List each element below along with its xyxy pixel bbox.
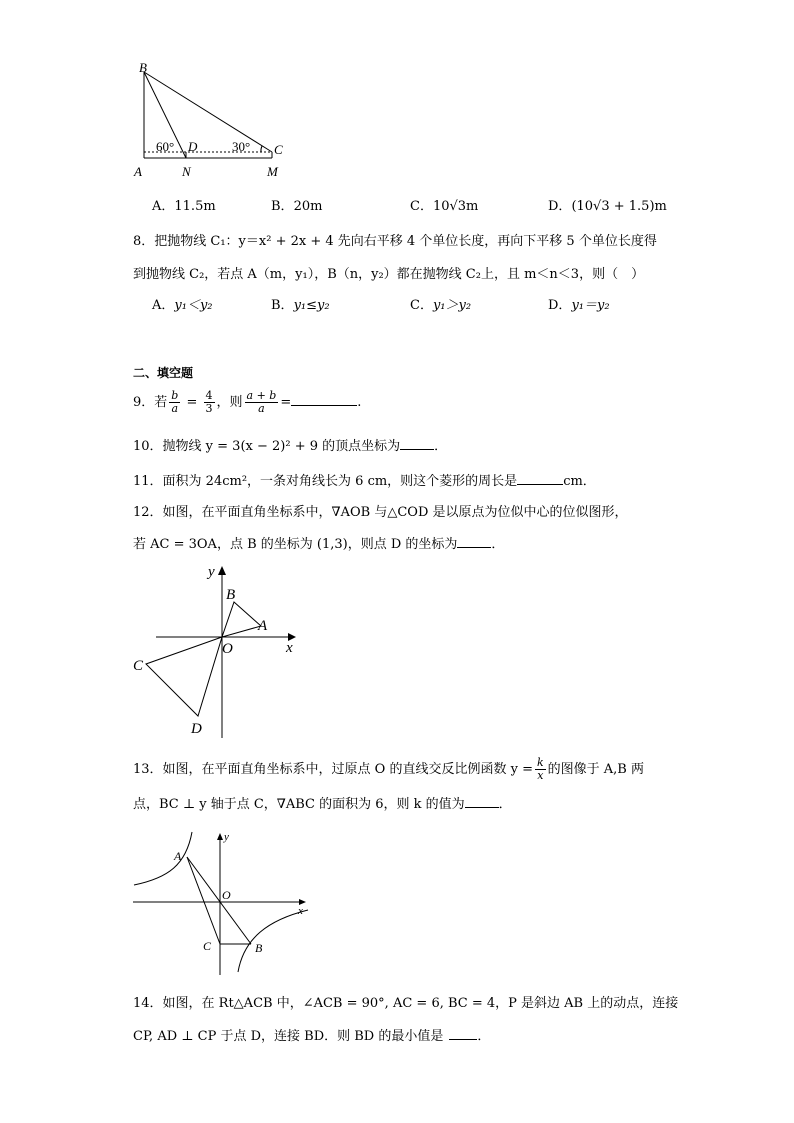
q11: 11．面积为 24cm²，一条对角线长为 6 cm，则这个菱形的周长是 cm． xyxy=(133,474,596,489)
angle-arc-c xyxy=(261,146,262,152)
fraction-a-plus-b-over-a: $\frac{a + b}{a}$ xyxy=(246,389,277,415)
answer-blank-q12[interactable] xyxy=(457,535,491,548)
label-D: D xyxy=(188,139,198,154)
q13-line1: 13．如图，在平面直角坐标系中，过原点 O 的直线交反比例函数 y = $\frac{k}{x}$ 的图像于 A,B 两 xyxy=(133,756,644,782)
answer-blank-q11[interactable] xyxy=(517,472,563,485)
label-C: C xyxy=(133,658,144,674)
q7-option-d[interactable]: D．(10√3 + 1.5)m xyxy=(548,199,667,214)
label-60: 60° xyxy=(156,139,175,154)
q7-option-a[interactable]: A．11.5m xyxy=(152,199,216,214)
segment-AB xyxy=(187,857,251,944)
figure-q13 xyxy=(128,830,313,978)
label-O: O xyxy=(222,641,233,657)
label-B: B xyxy=(226,587,236,603)
label-O: O xyxy=(222,888,231,902)
q12-line2: 若 AC = 3OA，点 B 的坐标为 (1,3)，则点 D 的坐标为 ． xyxy=(133,537,505,552)
figure-q7 xyxy=(130,62,300,182)
q12-line1: 12．如图，在平面直角坐标系中，∇AOB 与△COD 是以原点为位似中心的位似图形， xyxy=(133,505,628,520)
q8-option-d[interactable]: D．y₁＝y₂ xyxy=(548,298,610,313)
hyperbola-branch-left xyxy=(134,832,192,885)
figure-q12 xyxy=(128,560,308,742)
label-C: C xyxy=(274,142,283,157)
y-axis-arrow xyxy=(217,833,223,840)
q14-line1: 14．如图，在 Rt△ACB 中，∠ACB = 90°, AC = 6, BC = 4，P 是斜边 AB 上的动点，连接 xyxy=(133,996,679,1011)
q13-line2: 点，BC ⊥ y 轴于点 C，∇ABC 的面积为 6，则 k 的值为 ． xyxy=(133,797,512,812)
q8-line1: 8．把抛物线 C₁：y＝x² + 2x + 4 先向右平移 4 个单位长度，再向下平移 5 个单位长度得 xyxy=(133,234,657,249)
label-x: x xyxy=(286,640,293,656)
label-M: M xyxy=(267,164,278,179)
triangle-AOB xyxy=(222,602,261,637)
label-30: 30° xyxy=(232,139,251,154)
q9: 9．若 $\frac{b}{a}$ = $\frac{4}{3}$ ，则 $\frac{a + b}{a}$ = . xyxy=(133,389,362,415)
answer-blank-q14[interactable] xyxy=(449,1027,477,1040)
q8-option-a[interactable]: A．y₁＜y₂ xyxy=(152,298,213,313)
label-B: B xyxy=(139,62,147,75)
fraction-k-over-x: $\frac{k}{x}$ xyxy=(536,756,544,782)
section-title-fill-blank: 二、填空题 xyxy=(133,366,194,380)
label-D: D xyxy=(191,721,202,737)
q7-option-b[interactable]: B．20m xyxy=(271,199,323,214)
q8-option-b[interactable]: B．y₁≤y₂ xyxy=(271,298,330,313)
segment-AC xyxy=(187,857,220,944)
answer-blank-q9[interactable] xyxy=(291,393,357,406)
label-N: N xyxy=(182,164,191,179)
y-axis-arrow xyxy=(218,566,226,575)
label-y: y xyxy=(224,831,229,843)
q7-option-c[interactable]: C．10√3m xyxy=(410,199,479,214)
label-A: A xyxy=(134,164,142,179)
label-y: y xyxy=(208,564,215,580)
fraction-b-over-a: $\frac{b}{a}$ xyxy=(171,389,179,415)
label-x: x xyxy=(298,905,303,917)
label-B: B xyxy=(255,941,263,955)
triangle-COD xyxy=(146,637,222,716)
q8-option-c[interactable]: C．y₁＞y₂ xyxy=(410,298,472,313)
q14-line2: CP, AD ⊥ CP 于点 D，连接 BD．则 BD 的最小值是 ． xyxy=(133,1029,491,1044)
q10: 10．抛物线 y = 3(x − 2)² + 9 的顶点坐标为 ． xyxy=(133,439,448,454)
label-A: A xyxy=(258,618,268,634)
answer-blank-q10[interactable] xyxy=(400,437,434,450)
answer-blank-q13[interactable] xyxy=(465,795,499,808)
q8-line2: 到抛物线 C₂，若点 A（m，y₁），B（n，y₂）都在抛物线 C₂上，且 m＜n＜3，则（ ） xyxy=(133,267,645,282)
label-A: A xyxy=(174,849,182,863)
fraction-4-over-3: $\frac{4}{3}$ xyxy=(205,389,213,415)
label-C: C xyxy=(203,939,212,953)
